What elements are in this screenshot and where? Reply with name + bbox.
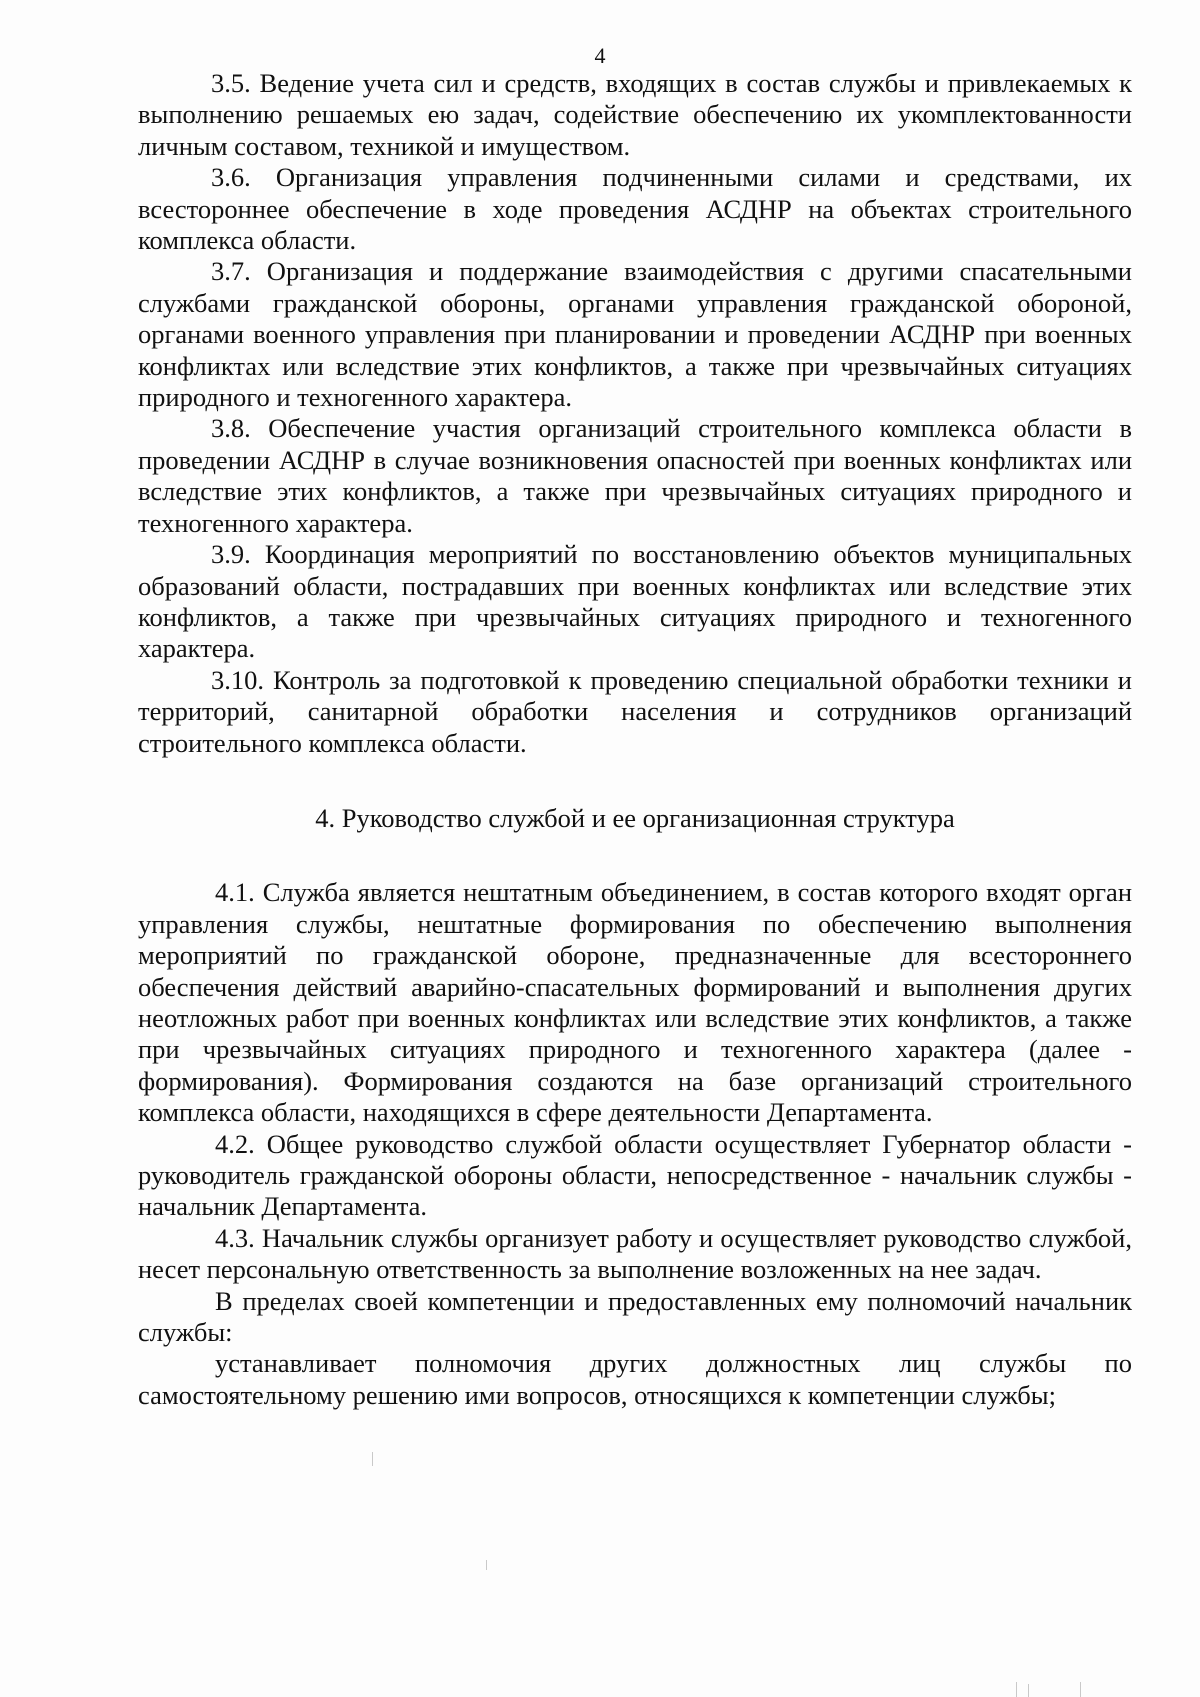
scan-artifact bbox=[1016, 1682, 1017, 1697]
paragraph-4-2: 4.2. Общее руководство службой области осуществляет Губернатор области - руководитель гражданской обороны области, непосредственное - начальник службы - начальник Департамента. bbox=[138, 1128, 1132, 1222]
scan-artifact bbox=[1028, 1684, 1029, 1697]
paragraph-powers-intro: В пределах своей компетенции и предоставленных ему полномочий начальник службы: bbox=[138, 1285, 1132, 1348]
document-body bbox=[138, 68, 1132, 1411]
paragraph-powers-item: устанавливает полномочия других должностных лиц службы по самостоятельному решению ими вопросов, относящихся к компетенции службы; bbox=[138, 1348, 1132, 1410]
scan-artifact bbox=[1080, 1682, 1081, 1697]
paragraph-3-10: 3.10. Контроль за подготовкой к проведению специальной обработки техники и территорий, санитарной обработки населения и сотрудников организаций строительного комплекса области. bbox=[138, 664, 1132, 758]
paragraph-4-3: 4.3. Начальник службы организует работу и осуществляет руководство службой, несет персональную ответственность за выполнение возложенных на нее задач. bbox=[138, 1222, 1132, 1285]
section-heading: 4. Руководство службой и ее организационная структура bbox=[315, 802, 955, 833]
paragraph-3-8: 3.8. Обеспечение участия организаций строительного комплекса области в проведении АСДНР в случае возникновения опасностей при военных конфликтах или вследствие этих конфликтов, а также при чрезвычайных ситуациях природного и техногенного характера. bbox=[138, 413, 1132, 538]
paragraph-3-7: 3.7. Организация и поддержание взаимодействия с другими спасательными службами гражданской обороны, органами управления гражданской обороной, органами военного управления при планировании и проведении АСДНР при военных конфликтах или вследствие этих конфликтов, а также при чрезвычайных ситуациях природного и техногенного характера. bbox=[138, 256, 1132, 413]
paragraph-3-6: 3.6. Организация управления подчиненными силами и средствами, их всестороннее обеспечение в ходе проведения АСДНР на объектах строительного комплекса области. bbox=[138, 162, 1132, 256]
scan-artifact bbox=[486, 1560, 487, 1570]
paragraph-4-1: 4.1. Служба является нештатным объединением, в состав которого входят орган управления службы, нештатные формирования по обеспечению выполнения мероприятий по гражданской обороне, предназначенные для всестороннего обеспечения действий аварийно-спасательных формирований и выполнения других неотложных работ при военных конфликтах или вследствие этих конфликтов, а также при чрезвычайных ситуациях природного и техногенного характера (далее - формирования). Формирования создаются на базе организаций строительного комплекса области, находящихся в сфере деятельности Департамента. bbox=[138, 877, 1132, 1128]
paragraph-3-9: 3.9. Координация мероприятий по восстановлению объектов муниципальных образований области, пострадавших при военных конфликтах или вследствие этих конфликтов, а также при чрезвычайных ситуациях природного и техногенного характера. bbox=[138, 539, 1132, 664]
page-number: 4 bbox=[594, 43, 606, 68]
scan-artifact bbox=[372, 1452, 373, 1466]
paragraph-3-5: 3.5. Ведение учета сил и средств, входящих в состав службы и привлекаемых к выполнению решаемых ею задач, содействие обеспечению их укомплектованности личным составом, техникой и имуществом. bbox=[138, 68, 1132, 161]
